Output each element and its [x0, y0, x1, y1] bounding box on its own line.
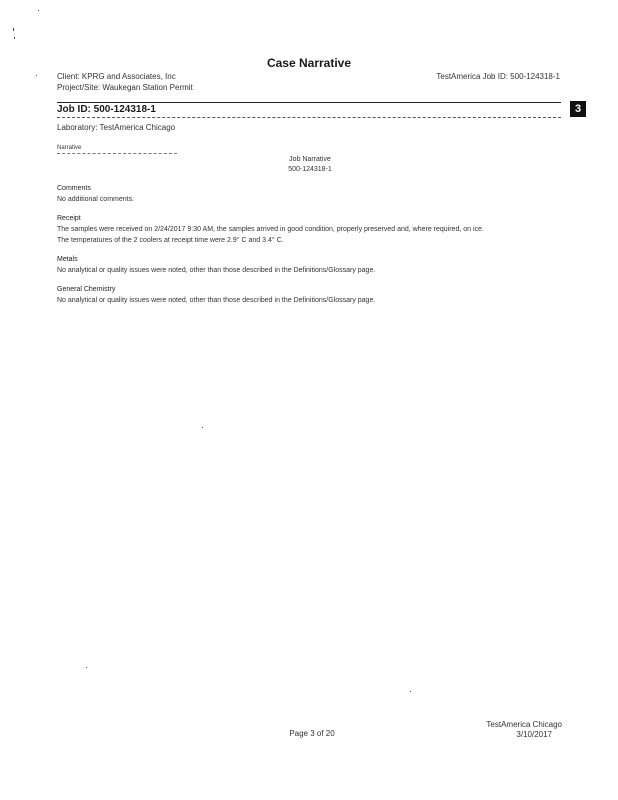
job-id-heading: Job ID: 500-124318-1: [57, 104, 156, 115]
testamerica-job-id: TestAmerica Job ID: 500-124318-1: [436, 72, 560, 81]
laboratory-line: Laboratory: TestAmerica Chicago: [57, 123, 176, 132]
footer-date: 3/10/2017: [516, 730, 552, 739]
general-chemistry-heading: General Chemistry: [57, 286, 116, 293]
job-narrative-number: 500-124318-1: [288, 166, 332, 173]
metals-heading: Metals: [57, 256, 78, 263]
scan-speck: [86, 667, 87, 668]
scan-speck: [410, 691, 411, 692]
receipt-text-line-1: The samples were received on 2/24/2017 9:30 AM, the samples arrived in good condition, properly preserved and, where required, on ice.: [57, 226, 484, 233]
scan-speck: [14, 37, 15, 39]
comments-text: No additional comments.: [57, 196, 135, 203]
header-rule: [57, 102, 561, 103]
metals-text: No analytical or quality issues were noted, other than those described in the Definitions/Glossary page.: [57, 267, 376, 274]
section-tab-marker: 3: [570, 101, 586, 117]
narrative-label: Narrative: [57, 145, 82, 151]
footer-lab-name: TestAmerica Chicago: [486, 720, 562, 729]
job-id-underline: [57, 117, 561, 118]
general-chemistry-text: No analytical or quality issues were noted, other than those described in the Definitions/Glossary page.: [57, 297, 376, 304]
client-line: Client: KPRG and Associates, Inc: [57, 72, 176, 81]
scan-speck: [36, 75, 37, 76]
job-narrative-title: Job Narrative: [289, 156, 331, 163]
scan-speck: [13, 28, 14, 31]
document-title: Case Narrative: [266, 56, 352, 70]
comments-heading: Comments: [57, 185, 91, 192]
receipt-heading: Receipt: [57, 215, 81, 222]
narrative-underline: [57, 153, 177, 154]
page-number: Page 3 of 20: [289, 729, 335, 738]
scan-speck: [38, 10, 39, 11]
project-site-line: Project/Site: Waukegan Station Permit: [57, 83, 193, 92]
scan-speck: [202, 427, 203, 428]
receipt-text-line-2: The temperatures of the 2 coolers at receipt time were 2.9° C and 3.4° C.: [57, 237, 284, 244]
job-narrative-block: [270, 155, 350, 175]
